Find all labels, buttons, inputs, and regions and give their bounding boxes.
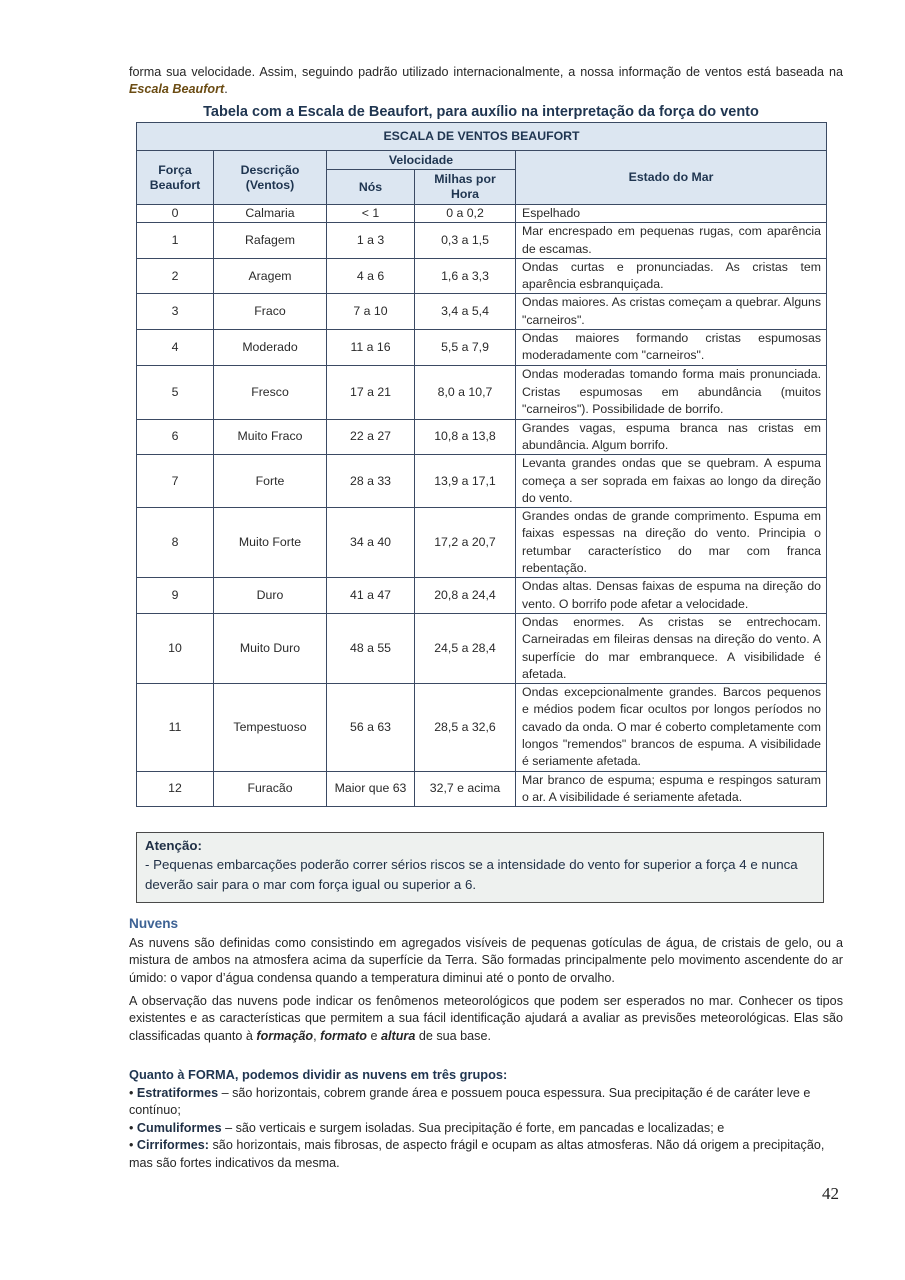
cell-nos: 7 a 10 (327, 294, 415, 330)
cell-forca: 2 (137, 258, 214, 294)
cell-mph: 1,6 a 3,3 (415, 258, 516, 294)
cloud-group-cumuliformes (129, 1120, 843, 1137)
table-caption: Tabela com a Escala de Beaufort, para auxílio na interpretação da força do vento (203, 104, 759, 120)
group-text: – são verticais e surgem isoladas. Sua precipitação é forte, em pancadas e localizadas; e (221, 1120, 725, 1135)
cell-mph: 32,7 e acima (415, 771, 516, 807)
cell-nos: 1 a 3 (327, 223, 415, 259)
cell-nos: < 1 (327, 205, 415, 223)
beaufort-table (136, 122, 827, 807)
cell-mph: 10,8 a 13,8 (415, 419, 516, 455)
cell-descricao: Tempestuoso (214, 684, 327, 771)
header-descricao: Descrição (Ventos) (214, 151, 327, 205)
note-title: Atenção: (145, 838, 202, 853)
bullet-icon: • (129, 1086, 134, 1100)
cell-descricao: Fraco (214, 294, 327, 330)
header-forca: Força Beaufort (137, 151, 214, 205)
cell-descricao: Muito Forte (214, 508, 327, 578)
table-row (137, 205, 827, 223)
cell-nos: 41 a 47 (327, 578, 415, 614)
table-row (137, 578, 827, 614)
cell-forca: 10 (137, 613, 214, 683)
cell-estado: Grandes vagas, espuma branca nas cristas em abundância. Algum borrifo. (516, 419, 827, 455)
cell-forca: 7 (137, 455, 214, 508)
table-row (137, 771, 827, 807)
cell-estado: Ondas altas. Densas faixas de espuma na direção do vento. O borrifo pode afetar a velocidade. (516, 578, 827, 614)
cell-nos: 11 a 16 (327, 330, 415, 366)
term-formacao: formação (256, 1028, 314, 1043)
table-row (137, 330, 827, 366)
cell-forca: 0 (137, 205, 214, 223)
cell-nos: 28 a 33 (327, 455, 415, 508)
cell-descricao: Aragem (214, 258, 327, 294)
cell-estado: Ondas enormes. As cristas se entrechocam. Carneiradas em fileiras densas na direção do vento. A superfície do mar embranquece. A visibilidade é afetada. (516, 613, 827, 683)
term-altura: altura (381, 1028, 416, 1043)
cell-mph: 0 a 0,2 (415, 205, 516, 223)
sep-1: , (313, 1028, 321, 1043)
cell-estado: Espelhado (516, 205, 827, 223)
cell-nos: 34 a 40 (327, 508, 415, 578)
cell-nos: Maior que 63 (327, 771, 415, 807)
cell-forca: 12 (137, 771, 214, 807)
cell-forca: 1 (137, 223, 214, 259)
table-row (137, 294, 827, 330)
sep-2: e (367, 1028, 382, 1043)
cell-nos: 17 a 21 (327, 365, 415, 419)
table-row (137, 684, 827, 771)
cell-nos: 56 a 63 (327, 684, 415, 771)
cloud-group-cirriformes (129, 1137, 843, 1172)
table-row (137, 455, 827, 508)
cell-estado: Ondas curtas e pronunciadas. As cristas tem aparência esbranquiçada. (516, 258, 827, 294)
header-velocidade: Velocidade (327, 151, 516, 170)
note-text: - Pequenas embarcações poderão correr sérios riscos se a intensidade do vento for superior a força 4 e nunca deverão sair para o mar com força igual ou superior a 6. (145, 857, 798, 892)
table-row (137, 223, 827, 259)
table-row (137, 419, 827, 455)
cell-forca: 6 (137, 419, 214, 455)
cell-mph: 20,8 a 24,4 (415, 578, 516, 614)
cell-mph: 17,2 a 20,7 (415, 508, 516, 578)
cell-estado: Ondas moderadas tomando forma mais pronunciada. Cristas espumosas em abundância (muitos "carneiros"). Possibilidade de borrifo. (516, 365, 827, 419)
intro-period: . (224, 82, 228, 97)
cell-forca: 8 (137, 508, 214, 578)
clouds-p2-text: A observação das nuvens pode indicar os fenômenos meteorológicos que podem ser esperados no mar. Conhecer os tipos existentes e as características que permitem a sua fácil identificação ajudará a avaliar as previsões meteorológicas. Elas são classificadas quanto à (129, 994, 843, 1043)
cell-descricao: Moderado (214, 330, 327, 366)
table-title: ESCALA DE VENTOS BEAUFORT (137, 123, 827, 151)
cell-forca: 9 (137, 578, 214, 614)
cell-nos: 22 a 27 (327, 419, 415, 455)
table-row (137, 258, 827, 294)
cell-mph: 3,4 a 5,4 (415, 294, 516, 330)
cell-forca: 4 (137, 330, 214, 366)
escala-beaufort-emphasis: Escala Beaufort (129, 82, 225, 97)
cell-descricao: Calmaria (214, 205, 327, 223)
cell-forca: 11 (137, 684, 214, 771)
intro-text: forma sua velocidade. Assim, seguindo padrão utilizado internacionalmente, a nossa informação de ventos está baseada na (129, 65, 843, 79)
cell-forca: 3 (137, 294, 214, 330)
cell-estado: Mar branco de espuma; espuma e respingos saturam o ar. A visibilidade é seriamente afetada. (516, 771, 827, 807)
cell-descricao: Furacão (214, 771, 327, 807)
cell-descricao: Rafagem (214, 223, 327, 259)
group-name: Cirriformes: (136, 1138, 210, 1153)
cell-descricao: Fresco (214, 365, 327, 419)
cell-forca: 5 (137, 365, 214, 419)
cell-mph: 0,3 a 1,5 (415, 223, 516, 259)
clouds-p2-end: de sua base. (415, 1028, 491, 1043)
table-row (137, 365, 827, 419)
cell-mph: 5,5 a 7,9 (415, 330, 516, 366)
bullet-icon: • (129, 1138, 134, 1153)
table-body (137, 205, 827, 807)
bullet-icon: • (129, 1120, 134, 1135)
clouds-paragraph-1: As nuvens são definidas como consistindo em agregados visíveis de pequenas gotículas de água, de cristais de gelo, ou a mistura de ambos na atmosfera acima da superfície da Terra. São formadas principalmente pelo movimento ascendente do ar úmido: o vapor d’água condensa quando a temperatura diminui até o ponto de orvalho. (129, 936, 843, 985)
header-mph: Milhas por Hora (415, 170, 516, 205)
cell-estado: Ondas maiores. As cristas começam a quebrar. Alguns "carneiros". (516, 294, 827, 330)
cell-estado: Grandes ondas de grande comprimento. Espuma em faixas espessas na direção do vento. Principia o retumbar característico do mar com franca rebentação. (516, 508, 827, 578)
header-nos: Nós (327, 170, 415, 205)
group-name: Cumuliformes (136, 1120, 222, 1135)
cell-estado: Ondas excepcionalmente grandes. Barcos pequenos e médios podem ficar ocultos por longos períodos no cavado da onda. O mar é coberto completamente com longos "remendos" brancos de espuma. A visibilidade é seriamente afetada. (516, 684, 827, 771)
group-text: são horizontais, mais fibrosas, de aspecto frágil e ocupam as altas atmosferas. Não dá origem a precipitação, mas são fortes indicativos da mesma. (129, 1138, 825, 1170)
cell-nos: 48 a 55 (327, 613, 415, 683)
cell-mph: 28,5 a 32,6 (415, 684, 516, 771)
cloud-groups-list (129, 1085, 843, 1172)
header-estado: Estado do Mar (516, 151, 827, 205)
cell-mph: 8,0 a 10,7 (415, 365, 516, 419)
cell-descricao: Forte (214, 455, 327, 508)
group-text: – são horizontais, cobrem grande área e possuem pouca espessura. Sua precipitação é de caráter leve e contínuo; (129, 1086, 811, 1118)
page-number: 42 (822, 1184, 839, 1203)
attention-note (136, 832, 824, 903)
clouds-paragraph-2 (129, 993, 843, 1045)
intro-paragraph (129, 64, 843, 99)
forma-heading: Quanto à FORMA, podemos dividir as nuvens em três grupos: (129, 1067, 508, 1082)
cell-mph: 24,5 a 28,4 (415, 613, 516, 683)
term-formato: formato (320, 1028, 368, 1043)
cloud-group-estratiformes (129, 1085, 843, 1120)
cell-descricao: Muito Fraco (214, 419, 327, 455)
cell-estado: Mar encrespado em pequenas rugas, com aparência de escamas. (516, 223, 827, 259)
cell-descricao: Muito Duro (214, 613, 327, 683)
table-row (137, 508, 827, 578)
clouds-heading: Nuvens (129, 916, 179, 931)
cell-estado: Levanta grandes ondas que se quebram. A espuma começa a ser soprada em faixas ao longo da direção do vento. (516, 455, 827, 508)
table-row (137, 613, 827, 683)
cell-nos: 4 a 6 (327, 258, 415, 294)
group-name: Estratiformes (136, 1086, 219, 1100)
cell-estado: Ondas maiores formando cristas espumosas moderadamente com "carneiros". (516, 330, 827, 366)
cell-mph: 13,9 a 17,1 (415, 455, 516, 508)
cell-descricao: Duro (214, 578, 327, 614)
